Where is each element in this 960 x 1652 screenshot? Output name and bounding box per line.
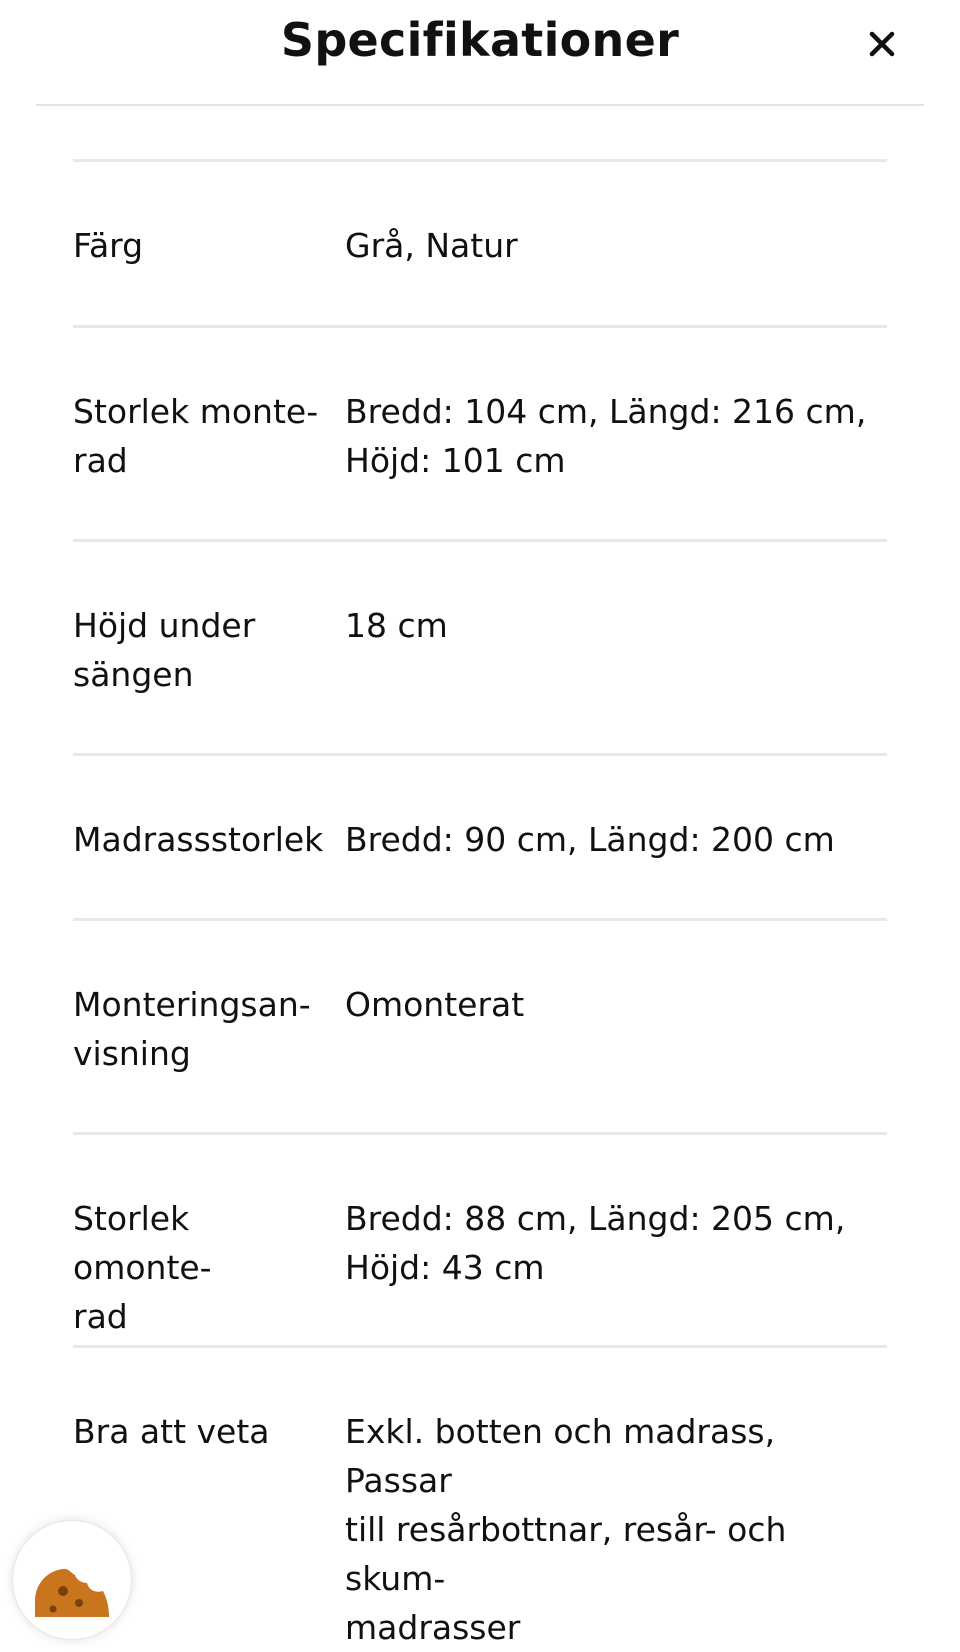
header-divider	[36, 104, 924, 106]
spec-label: Monteringsan- visning	[73, 985, 311, 1073]
spec-row-assembly	[73, 921, 887, 1132]
spec-value: Omonterat	[345, 985, 525, 1024]
spec-value: Grå, Natur	[345, 226, 518, 265]
spec-value: Bredd: 90 cm, Längd: 200 cm	[345, 820, 835, 859]
spec-label: Höjd under sängen	[73, 606, 256, 694]
cookie-icon	[13, 1521, 131, 1639]
spec-row-size-unassembled	[73, 1135, 887, 1345]
spec-row-size-assembled	[73, 328, 887, 539]
spec-row-mattress-size	[73, 756, 887, 918]
spec-label: Storlek monte- rad	[73, 392, 319, 480]
spec-label: Storlek omonte- rad	[73, 1199, 212, 1336]
page-title: Specifikationer	[280, 13, 680, 67]
modal-header	[0, 0, 960, 105]
spec-row-color	[73, 162, 887, 325]
spec-value: Bredd: 88 cm, Längd: 205 cm, Höjd: 43 cm	[345, 1199, 846, 1287]
cookie-settings-button[interactable]	[12, 1520, 132, 1640]
spec-label: Bra att veta	[73, 1412, 270, 1451]
spec-row-height-under-bed	[73, 542, 887, 753]
spec-label: Madrassstorlek	[73, 820, 324, 859]
spec-label: Färg	[73, 226, 144, 265]
spec-list	[73, 159, 887, 1647]
close-button[interactable]	[860, 22, 904, 66]
spec-value: Exkl. botten och madrass, Passar till resårbottnar, resår- och skum- madrasser	[345, 1412, 787, 1647]
spec-value: 18 cm	[345, 606, 448, 645]
close-icon	[869, 31, 895, 57]
spec-value: Bredd: 104 cm, Längd: 216 cm, Höjd: 101 cm	[345, 392, 867, 480]
spec-row-good-to-know	[73, 1348, 887, 1647]
